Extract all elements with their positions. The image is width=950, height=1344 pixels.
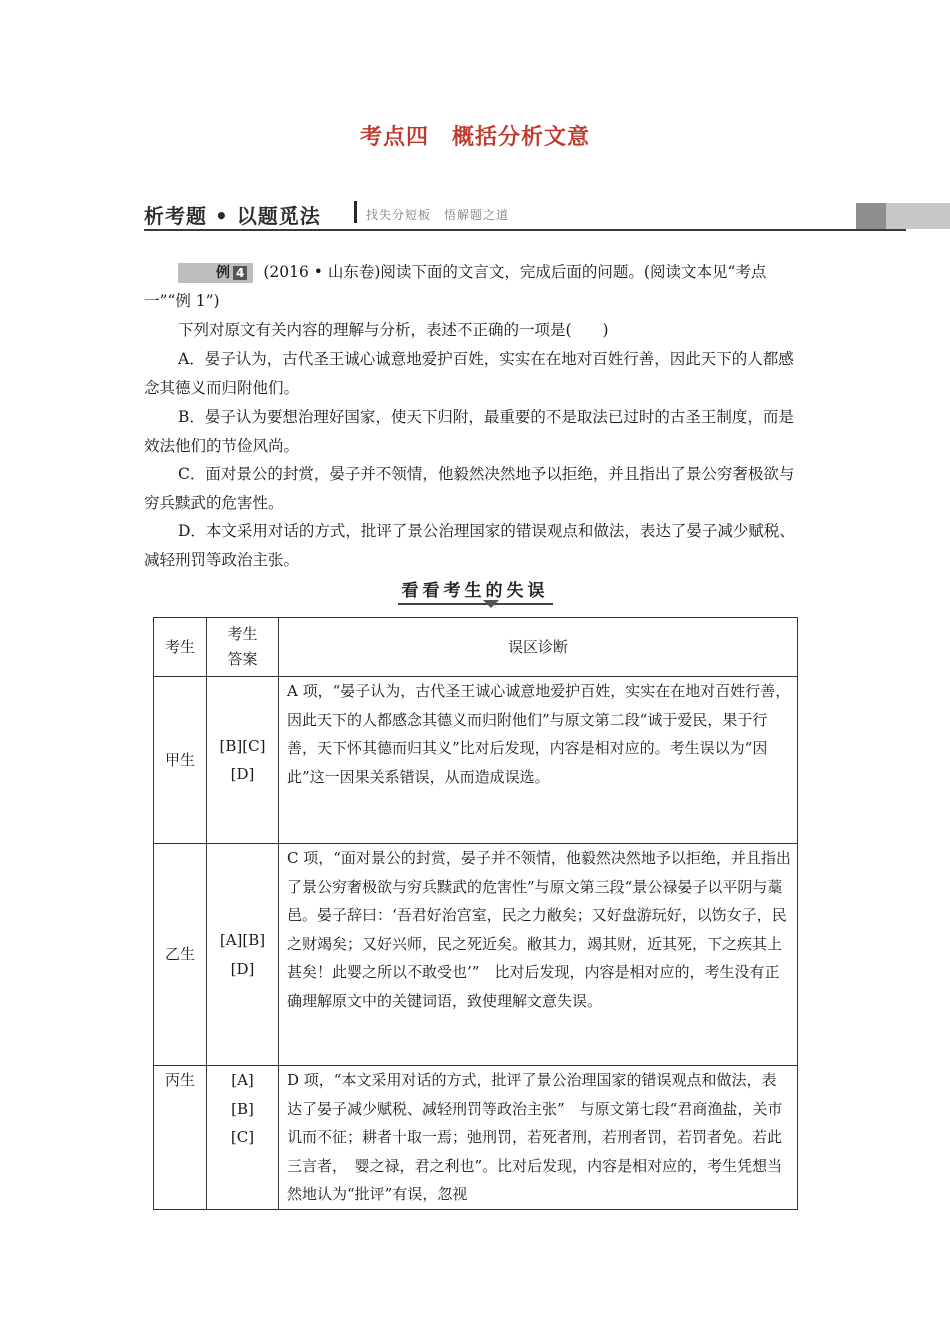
table-row xyxy=(154,677,798,844)
mistakes-heading-text: 看看考生的失误 xyxy=(398,581,553,605)
student-name: 丙生 xyxy=(154,1066,207,1210)
banner-title: 析考题 • 以题觅法 xyxy=(144,204,321,228)
banner-decoration-light xyxy=(886,203,950,229)
header-answer: 考生答案 xyxy=(207,618,279,677)
header-diagnosis: 误区诊断 xyxy=(279,618,798,677)
diagnosis-table xyxy=(153,617,798,1210)
student-answer: [A][B][C] xyxy=(207,1066,279,1210)
example-tag-number: 4 xyxy=(233,266,247,280)
student-answer: [B][C][D] xyxy=(207,677,279,844)
option-a: A．晏子认为，古代圣王诚心诚意地爱护百姓，实实在在地对百姓行善，因此天下的人都感念其德义而归附他们。 xyxy=(144,350,794,397)
banner-underline xyxy=(144,229,906,231)
student-answer: [A][B][D] xyxy=(207,844,279,1066)
option-b: B．晏子认为要想治理好国家，使天下归附，最重要的不是取法已过时的古圣王制度，而是效法他们的节俭风尚。 xyxy=(144,408,794,455)
banner-decoration-dark xyxy=(856,203,886,229)
option-d: D．本文采用对话的方式，批评了景公治理国家的错误观点和做法，表达了晏子减少赋税、减轻刑罚等政治主张。 xyxy=(144,522,795,569)
table-header-row xyxy=(154,618,798,677)
example-intro xyxy=(144,258,808,316)
table-row xyxy=(154,1066,798,1210)
diagnosis-text: D 项，“本文采用对话的方式，批评了景公治理国家的错误观点和做法，表达了晏子减少赋税、减轻刑罚等政治主张” 与原文第七段“君商渔盐，关市讥而不征；耕者十取一焉；弛刑罚，若死者刑，若刑者罚，若罚者免。若此三言者， 婴之禄，君之利也”。比对后发现，内容是相对应的，考生凭想当然地认为“批评”有误，忽视 xyxy=(279,1066,798,1210)
question-stem: 下列对原文有关内容的理解与分析，表述不正确的一项是( ) xyxy=(178,321,609,339)
banner-divider xyxy=(354,201,357,223)
header-student: 考生 xyxy=(154,618,207,677)
student-name: 乙生 xyxy=(154,844,207,1066)
page-title: 考点四 概括分析文意 xyxy=(359,125,590,150)
option-c: C．面对景公的封赏，晏子并不领情，他毅然决然地予以拒绝，并且指出了景公穷奢极欲与穷兵黩武的危害性。 xyxy=(144,465,795,512)
mistakes-heading xyxy=(0,576,950,601)
student-name: 甲生 xyxy=(154,677,207,844)
example-intro-text: (2016 • 山东卷)阅读下面的文言文，完成后面的问题。(阅读文本见“考点一”“例 1”) xyxy=(144,263,767,310)
example-tag xyxy=(178,263,253,283)
heading-arrow-icon xyxy=(483,600,499,608)
section-banner xyxy=(144,197,906,233)
table-row xyxy=(154,844,798,1066)
banner-subtitle: 找失分短板 悟解题之道 xyxy=(366,208,510,222)
diagnosis-text: C 项，“面对景公的封赏，晏子并不领情，他毅然决然地予以拒绝，并且指出了景公穷奢极欲与穷兵黩武的危害性”与原文第三段“景公禄晏子以平阴与藁邑。晏子辞曰：‘吾君好治宫室，民之力敝矣；又好盘游玩好，以饬女子，民之财竭矣；又好兴师，民之死近矣。敝其力，竭其财，近其死，下之疾其上甚矣！此婴之所以不敢受也’” 比对后发现，内容是相对应的，考生没有正确理解原文中的关键词语，致使理解文意失误。 xyxy=(279,844,798,1066)
example-tag-label: 例 xyxy=(216,265,230,281)
diagnosis-text: A 项，“晏子认为，古代圣王诚心诚意地爱护百姓，实实在在地对百姓行善，因此天下的人都感念其德义而归附他们”与原文第二段“诚于爱民，果于行善，天下怀其德而归其义”比对后发现，内容是相对应的。考生误以为“因此”这一因果关系错误，从而造成误选。 xyxy=(279,677,798,844)
